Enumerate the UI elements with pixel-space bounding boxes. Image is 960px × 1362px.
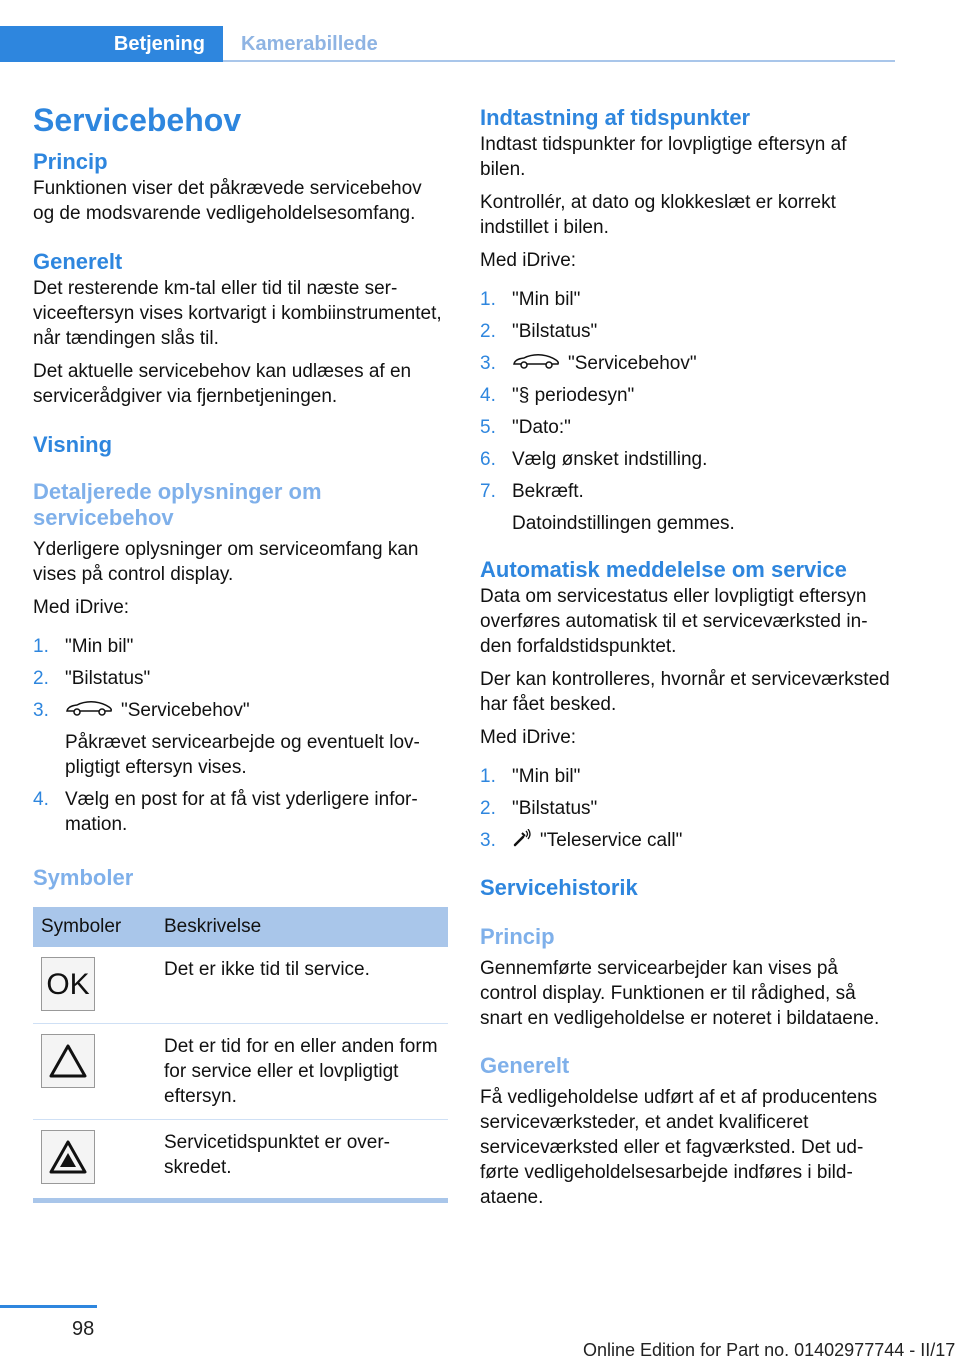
page-title: Servicebehov bbox=[33, 102, 242, 138]
idrive-label: Med iDrive: bbox=[480, 250, 577, 271]
generelt-paragraph-1: Det resterende km-tal eller tid til næste serviceeftersyn vises kortvarigt i kombiinstrumentet, når tændingen slås til. bbox=[33, 278, 442, 349]
visning-heading: Visning bbox=[33, 432, 113, 457]
table-row: Servicetidspunktet er overskredet. bbox=[33, 1120, 448, 1195]
princip-text: Funktionen viser det påkrævede servicebehov og de modsvarende vedligeholdelsesomfang. bbox=[33, 178, 422, 224]
table-header-symbols: Symboler bbox=[33, 907, 156, 947]
list-item: 2. "Bilstatus" bbox=[480, 798, 598, 820]
list-item: 3. "Servicebehov" bbox=[480, 351, 890, 376]
symbols-table bbox=[33, 907, 448, 1194]
list-item: 2. "Bilstatus" bbox=[480, 321, 598, 342]
wrench-signal-icon bbox=[512, 829, 532, 854]
historik-princip-text: Gennemførte servicearbejder kan vises på control display. Funktionen er til rådighed, så snart en vedligeholdelse er noteret i bildataene. bbox=[480, 957, 880, 1029]
warning-triangle-icon bbox=[41, 1034, 95, 1088]
indtast-heading: Indtastning af tidspunkter bbox=[480, 105, 751, 130]
left-column bbox=[33, 100, 448, 1203]
list-item: 1. "Min bil" bbox=[480, 766, 581, 788]
indtast-paragraph-1: Indtast tidspunkter for lovpligtige eftersyn af bilen. bbox=[480, 134, 847, 180]
idrive-label-2: Med iDrive: bbox=[480, 727, 577, 749]
list-item: 6. Vælg ønsket indstilling. bbox=[480, 449, 708, 471]
historik-heading: Servicehistorik bbox=[480, 874, 638, 900]
chapter-header bbox=[0, 26, 895, 62]
generelt-heading: Generelt bbox=[33, 249, 123, 274]
tab-kamerabillede[interactable]: Kamerabillede bbox=[241, 33, 378, 55]
list-item: 1. "Min bil" bbox=[33, 636, 134, 657]
footer-rule bbox=[0, 1305, 97, 1308]
edition-note: Online Edition for Part no. 01402977744 - II/17 bbox=[583, 1340, 956, 1360]
table-end-bar bbox=[33, 1198, 448, 1203]
historik-generelt-heading: Generelt bbox=[480, 1052, 570, 1078]
idrive-label: Med iDrive: bbox=[33, 597, 130, 618]
historik-generelt-text: Få vedligeholdelse udført af et af producentens serviceværksteder, et andet kvalificeret serviceværksted eller et fagværksted. Det udførte vedligeholdelsesarbejde indføres i bildataene. bbox=[480, 1086, 878, 1208]
historik-princip-heading: Princip bbox=[480, 923, 555, 949]
list-item: 1. "Min bil" bbox=[480, 289, 581, 310]
detail-heading: Detaljerede oplysninger om servicebehov bbox=[33, 479, 322, 530]
overdue-triangle-icon bbox=[41, 1130, 95, 1184]
generelt-paragraph-2: Det aktuelle servicebehov kan udlæses af en servicerådgiver via fjernbetjeningen. bbox=[33, 361, 412, 407]
table-header-description: Beskrivelse bbox=[156, 907, 448, 947]
auto-paragraph-2: Der kan kontrolleres, hvornår et serviceværksted har fået besked. bbox=[480, 669, 890, 716]
car-service-icon bbox=[512, 351, 560, 376]
list-item: 3. "Teleservice call" bbox=[480, 828, 890, 853]
indtast-paragraph-2: Kontrollér, at dato og klokkeslæt er korrekt indstillet i bilen. bbox=[480, 192, 836, 238]
princip-heading: Princip bbox=[33, 149, 108, 174]
teleservice-steps-list bbox=[480, 764, 890, 853]
right-steps-list bbox=[480, 287, 890, 536]
ok-icon: OK bbox=[41, 957, 95, 1011]
left-steps-list bbox=[33, 634, 448, 837]
car-service-icon bbox=[65, 698, 113, 723]
symboler-heading: Symboler bbox=[33, 865, 134, 891]
list-item: 7. Bekræft. Datoindstillingen gemmes. bbox=[480, 481, 735, 535]
list-item: 2. "Bilstatus" bbox=[33, 668, 151, 689]
list-item: 4. Vælg en post for at få vist yderligere information. bbox=[33, 789, 418, 836]
auto-heading: Automatisk meddelelse om service bbox=[480, 557, 847, 583]
tab-betjening[interactable]: Betjening bbox=[0, 26, 223, 62]
list-item: 5. "Dato:" bbox=[480, 417, 571, 439]
table-row: OK Det er ikke tid til service. bbox=[33, 947, 448, 1024]
right-column bbox=[480, 100, 890, 1218]
table-header-row bbox=[33, 907, 448, 947]
auto-paragraph-1: Data om servicestatus eller lovpligtigt eftersyn overføres automatisk til et serviceværksted inden forfaldstidspunktet. bbox=[480, 586, 868, 658]
list-item: 3. "Servicebehov" Påkrævet servicearbejde og eventuelt lovpligtigt eftersyn vises. bbox=[33, 700, 420, 779]
table-row: Det er tid for en eller anden form for service eller et lovpligtigt eftersyn. bbox=[33, 1024, 448, 1120]
page-number: 98 bbox=[72, 1318, 95, 1340]
list-item: 4. "§ periodesyn" bbox=[480, 385, 635, 407]
detail-text: Yderligere oplysninger om serviceomfang kan vises på control display. bbox=[33, 539, 419, 585]
